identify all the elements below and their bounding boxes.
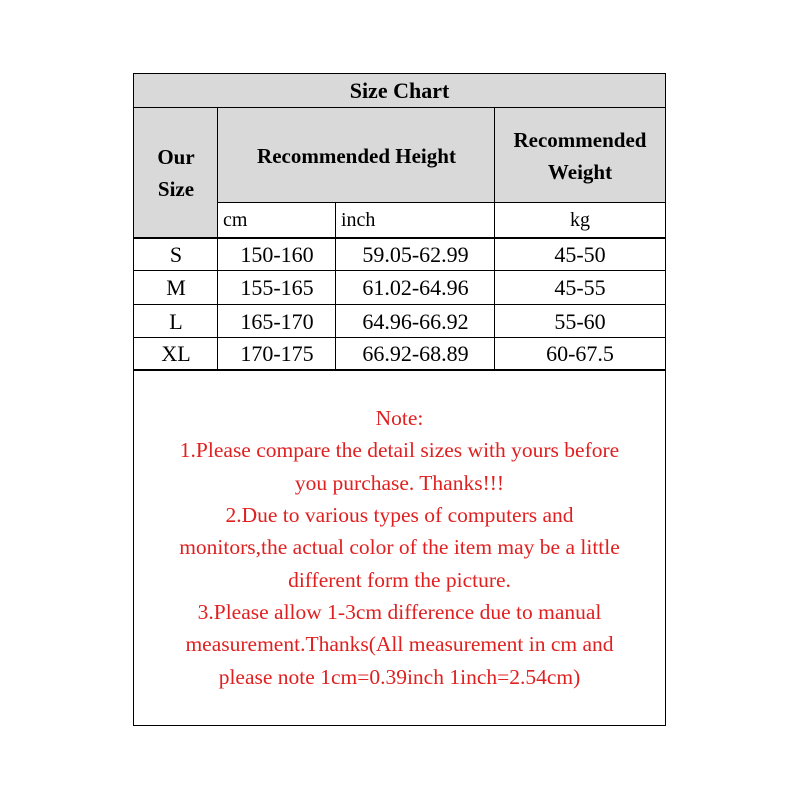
height-inch: 64.96-66.92: [362, 308, 469, 334]
weight-kg: 45-55: [554, 275, 606, 300]
unit-inch: inch: [341, 209, 376, 231]
note-line: you purchase. Thanks!!!: [294, 470, 505, 495]
grid-line-v: [494, 108, 495, 370]
weight-kg: 55-60: [554, 308, 606, 334]
height-cm: 165-170: [240, 308, 314, 334]
size-chart-table: [133, 73, 666, 726]
grid-line-v: [335, 203, 336, 370]
height-cm: 170-175: [240, 341, 314, 366]
header-our-size-line-2: Size: [157, 177, 195, 201]
header-weight-line-2: Weight: [547, 159, 613, 184]
height-inch: 61.02-64.96: [362, 275, 469, 300]
note-line: monitors,the actual color of the item may be a little: [179, 535, 620, 560]
unit-kg: kg: [570, 209, 590, 231]
notes-section: [134, 370, 665, 725]
grid-line-h: [134, 270, 665, 271]
note-line: different form the picture.: [288, 567, 511, 592]
weight-kg: 60-67.5: [546, 341, 614, 366]
header-our-size-line-1: Our: [157, 145, 195, 169]
grid-line-h: [134, 107, 665, 108]
size-label: XL: [161, 341, 191, 366]
grid-line-h: [134, 337, 665, 338]
grid-line-h: [134, 304, 665, 305]
grid-line-v: [217, 108, 218, 370]
height-inch: 66.92-68.89: [362, 341, 469, 366]
header-recommended-height: Recommended Height: [218, 108, 495, 203]
height-cm: 150-160: [240, 241, 314, 267]
height-cm: 155-165: [240, 275, 314, 300]
weight-kg: 45-50: [554, 241, 606, 267]
note-line: 3.Please allow 1-3cm difference due to manual: [197, 599, 602, 624]
size-label: S: [169, 241, 183, 267]
unit-cm: cm: [223, 209, 248, 231]
size-label: L: [169, 308, 183, 334]
size-label: M: [166, 275, 186, 300]
grid-line-h: [218, 202, 665, 203]
note-line: measurement.Thanks(All measurement in cm and: [185, 632, 614, 657]
note-line: 1.Please compare the detail sizes with yours before: [179, 438, 620, 463]
grid-line-h: [134, 237, 665, 239]
header-weight-line-1: Recommended: [513, 127, 647, 152]
header-our-size: [134, 108, 218, 238]
header-recommended-weight: [495, 108, 665, 203]
chart-title: Size Chart: [134, 74, 665, 108]
note-heading: Note:: [375, 406, 424, 431]
height-inch: 59.05-62.99: [362, 241, 469, 267]
note-line: 2.Due to various types of computers and: [225, 503, 574, 528]
note-line: please note 1cm=0.39inch 1inch=2.54cm): [218, 664, 581, 689]
